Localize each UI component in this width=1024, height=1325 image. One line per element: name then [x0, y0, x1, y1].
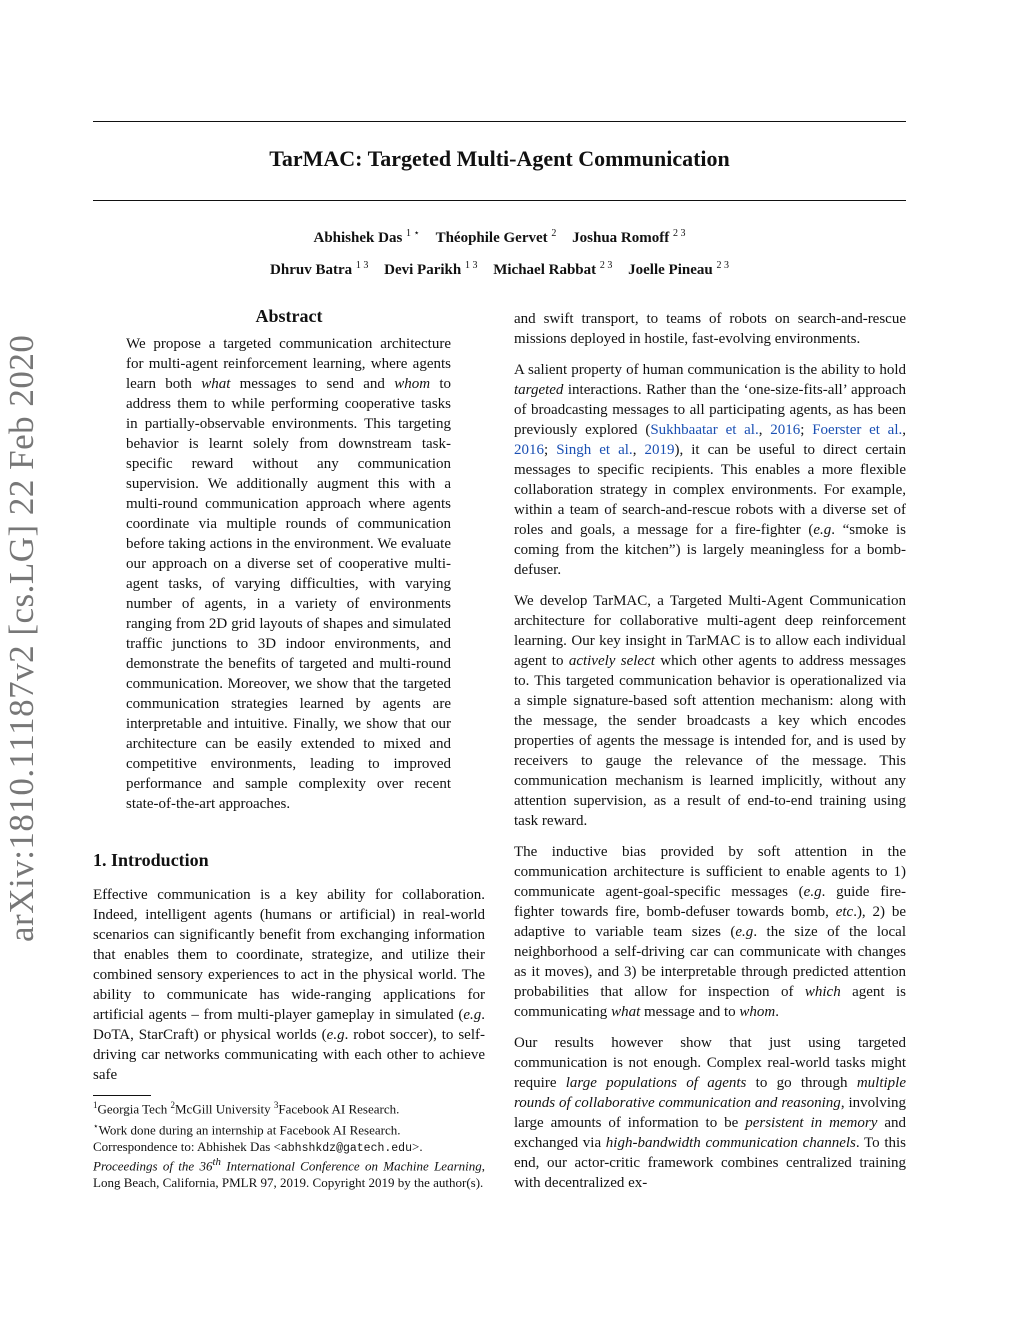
paragraph: A salient property of human communication is the ability to hold targeted interactions. Rather than the ‘one-size-fits-all’ approach of broadcasting messages to all participating agents, as has been previously explored (Sukhbaatar et al., 2016; Foerster et al., 2016; Singh et al., 2019), it can be useful to direct certain messages to specific recipients. This enables a more flexible collaboration strategy in complex environments. For example, within a team of search-and-rescue robots with a diverse set of roles and goals, a message for a fire-fighter (e.g. “smoke is coming from the kitchen”) is largely meaningless for a bomb-defuser.	[514, 362, 907, 578]
correspondence-footnote: Correspondence to: Abhishek Das <abhshkdz@gatech.edu>.	[93, 1138, 423, 1155]
proceedings-note: Proceedings of the 36th International Conference on Machine Learning, Long Beach, California, PMLR 97, 2019. Copyright 2019 by the author(s).	[93, 1156, 485, 1190]
abstract-body: We propose a targeted communication architecture for multi-agent reinforcement learning, where agents learn both what messages to send and whom to address them to while performing cooperative tasks in partially-observable environments. This targeting behavior is learnt solely from downstream task-specific reward without any communication supervision. We additionally augment this with a multi-round communication approach where agents coordinate via multiple rounds of communication before taking actions in the environment. We evaluate our approach on a diverse set of cooperative multi-agent tasks, of varying difficulties, with varying number of agents, in a variety of environments ranging from 2D grid layouts of shapes and simulated traffic junctions to 3D indoor environments, and demonstrate the benefits of targeted and multi-round communication. Moreover, we show that the targeted communication strategies learned by agents are interpretable and intuitive. Finally, we show that our architecture can be easily extended to mixed and competitive environments, leading to improved performance and sample complexity over recent state-of-the-art approaches.	[126, 336, 451, 812]
authors-row-1	[93, 228, 906, 247]
arxiv-stamp: arXiv:1810.11187v2 [cs.LG] 22 Feb 2020	[2, 334, 41, 942]
footnotes	[93, 1097, 493, 1157]
author: Dhruv Batra $^{1 3}$	[270, 260, 369, 278]
affiliations-footnote: $^1$Georgia Tech $^2$McGill University $^3$Facebook AI Research.	[93, 1100, 400, 1117]
internship-footnote: ⋆Work done during an internship at Facebook AI Research.	[93, 1120, 401, 1138]
section-heading-introduction: 1. Introduction	[93, 850, 209, 870]
paper-title: TarMAC: Targeted Multi-Agent Communication	[269, 146, 730, 171]
citation-year-link[interactable]: 2016	[770, 422, 801, 438]
author: Abhishek Das $^{1 ⋆}$	[313, 228, 420, 246]
email-link[interactable]: abhshkdz@gatech.edu	[280, 1141, 412, 1155]
right-column	[514, 309, 906, 1204]
paragraph: The inductive bias provided by soft attention in the communication architecture is sufficient to enable agents to 1) communicate agent-goal-specific messages (e.g. guide fire-fighter towards fire, bomb-defuser towards bomb, etc.), 2) be adaptive to variable team sizes (e.g. the size of the local neighborhood a self-driving car can communicate with changes as it moves), and 3) be interpretable through predicted attention probabilities that allow for inspection of which agent is communicating what message and to whom.	[514, 844, 906, 1020]
paragraph: Our results however show that just using targeted communication is not enough. Complex real-world tasks might require large populations of agents to go through multiple rounds of collaborative communication and reasoning, involving large amounts of information to be persistent in memory and exchanged via high-bandwidth communication channels. To this end, our actor-critic framework combines centralized training with decentralized ex-	[514, 1035, 906, 1191]
author: Joshua Romoff $^{2 3}$	[572, 228, 686, 246]
citation-year-link[interactable]: 2016	[514, 442, 544, 458]
citation-link[interactable]: Singh et al.	[556, 442, 633, 458]
authors-row-2	[93, 260, 906, 279]
author: Joelle Pineau $^{2 3}$	[628, 260, 729, 278]
title-top-rule	[93, 121, 906, 122]
author: Michael Rabbat $^{2 3}$	[493, 260, 613, 278]
citation-year-link[interactable]: 2019	[644, 442, 675, 458]
author: Devi Parikh $^{1 3}$	[384, 260, 478, 278]
footnote-rule	[93, 1095, 151, 1096]
intro-paragraph: Effective communication is a key ability for collaboration. Indeed, intelligent agents (humans or artificial) in real-world scenarios can significantly benefit from exchanging information that enables them to coordinate, strategize, and utilize their combined sensory experiences to act in the physical world. The ability to communicate has wide-ranging applications for artificial agents – from multi-player gameplay in simulated (e.g. DoTA, StarCraft) or physical worlds (e.g. robot soccer), to self-driving car networks communicating with each other to achieve safe	[93, 887, 485, 1083]
citation-link[interactable]: Foerster et al.	[812, 422, 903, 438]
title-bottom-rule	[93, 200, 906, 201]
citation-link[interactable]: Sukhbaatar et al.	[650, 422, 759, 438]
author: Théophile Gervet $^2$	[435, 228, 557, 246]
paragraph: and swift transport, to teams of robots on search-and-rescue missions deployed in hostile, fast-evolving environments.	[514, 311, 906, 347]
paragraph: We develop TarMAC, a Targeted Multi-Agent Communication architecture for collaborative multi-agent deep reinforcement learning. Our key insight in TarMAC is to allow each individual agent to actively select which other agents to address messages to. This targeted communication behavior is operationalized via a simple signature-based soft attention mechanism: along with the message, the sender broadcasts a key which encodes properties of agents the message is intended for, and is used by receivers to gauge the relevance of the message. This communication mechanism is learned implicitly, without any attention supervision, as a result of end-to-end training using task reward.	[514, 593, 906, 829]
abstract-heading: Abstract	[255, 306, 323, 326]
